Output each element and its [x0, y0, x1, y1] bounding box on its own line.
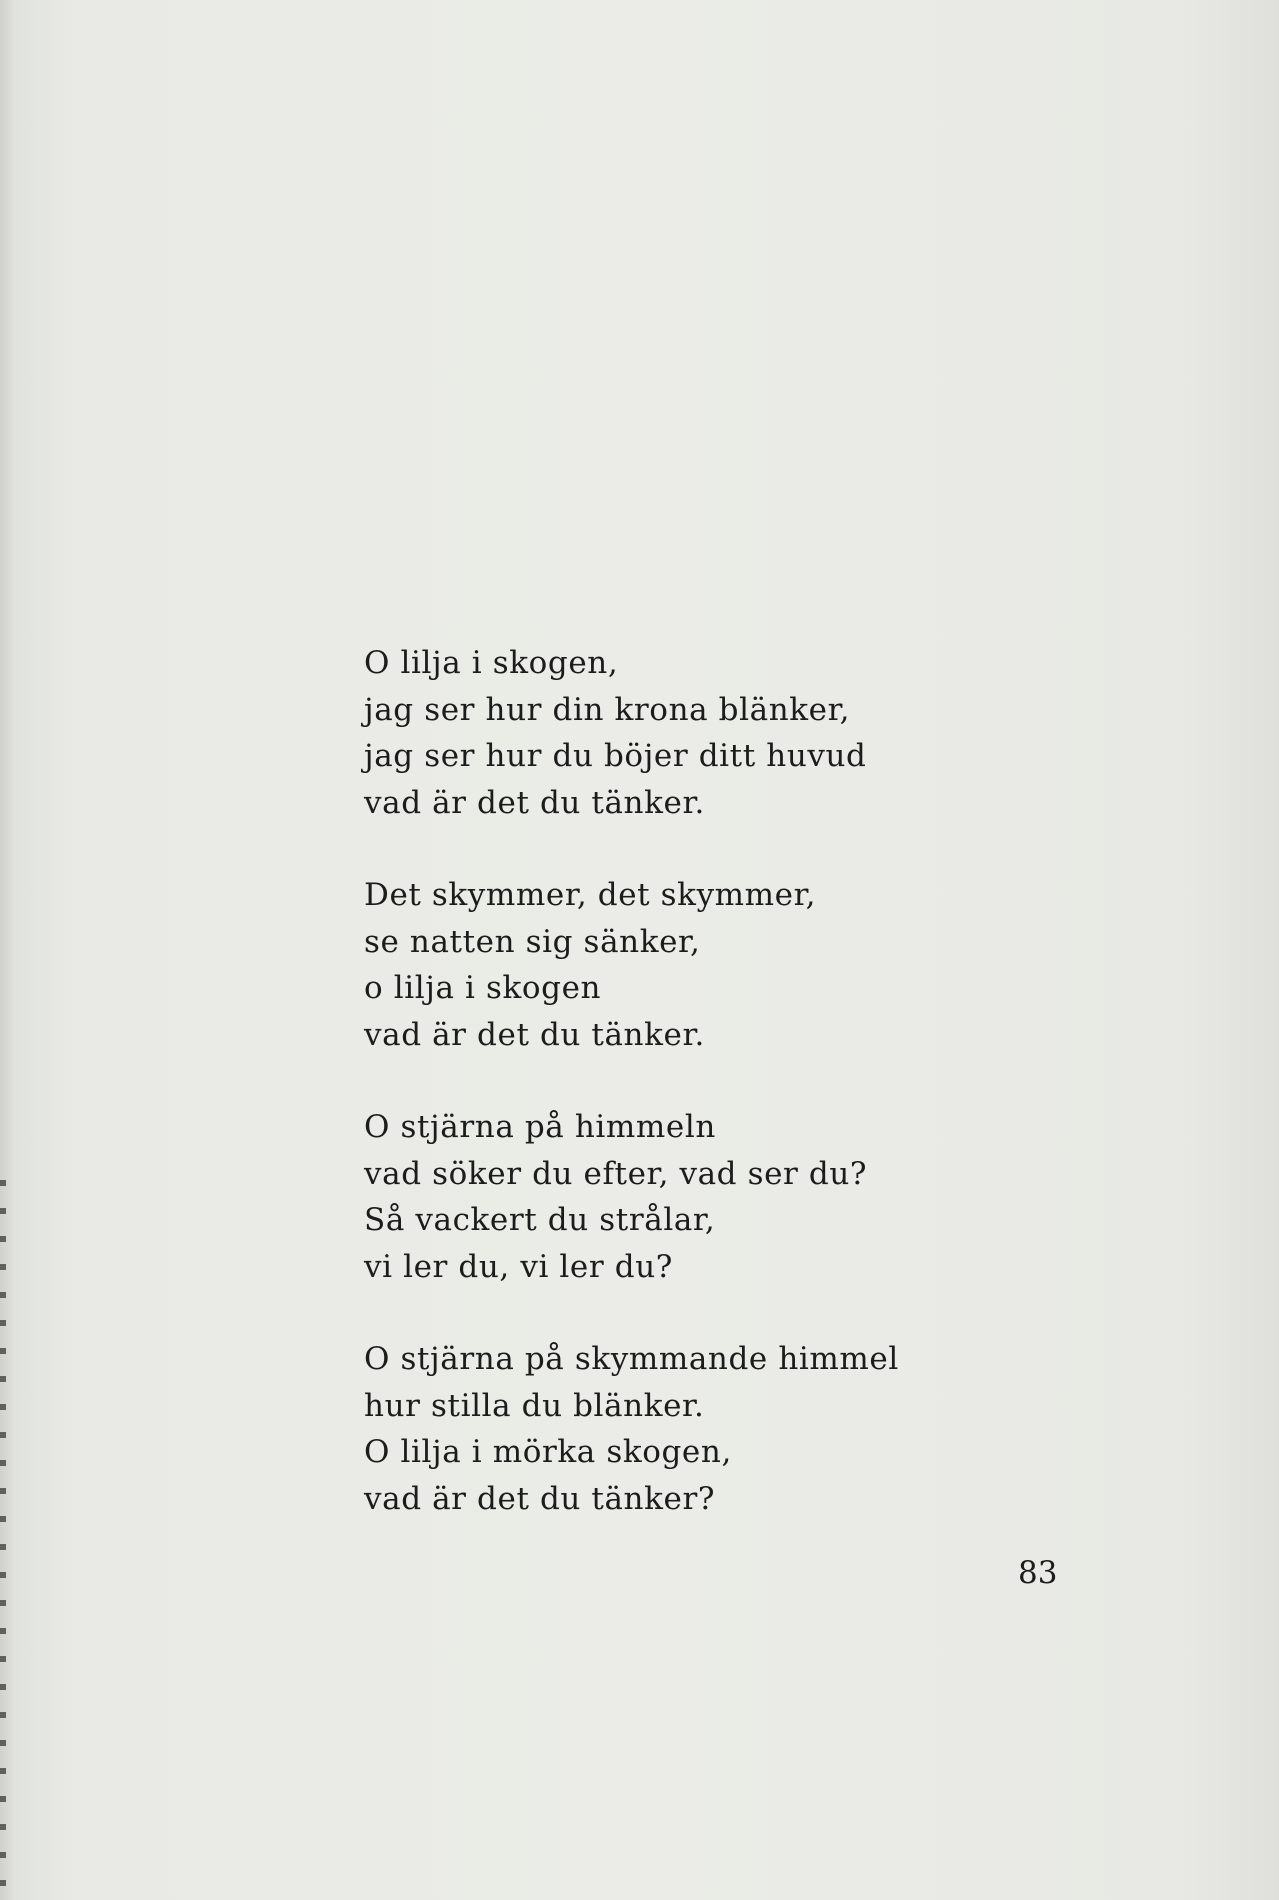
stanza-1 — [364, 640, 884, 826]
poem-line: O stjärna på himmeln — [364, 1109, 716, 1145]
poem-line: vad är det du tänker. — [364, 1016, 705, 1053]
poem-line: O stjärna på skymmande himmel — [364, 1341, 899, 1377]
poem-line: jag ser hur du böjer ditt huvud — [364, 738, 867, 774]
stanza-3 — [364, 1104, 884, 1290]
poem-line: O lilja i mörka skogen, — [364, 1434, 732, 1470]
page-number: 83 — [1018, 1555, 1058, 1591]
poem-line: O lilja i skogen, — [364, 645, 619, 681]
poem-line: se natten sig sänker, — [364, 923, 701, 960]
poem-line: Så vackert du strålar, — [364, 1202, 716, 1238]
poem-line: vad söker du efter, vad ser du? — [364, 1155, 868, 1192]
poem-line: hur stilla du blänker. — [364, 1387, 705, 1424]
poem — [364, 640, 899, 1522]
stanza-4 — [364, 1336, 899, 1522]
poem-line: vi ler du, vi ler du? — [364, 1248, 673, 1285]
poem-line: vad är det du tänker? — [364, 1480, 716, 1517]
stanza-2 — [364, 872, 884, 1058]
poem-line: Det skymmer, det skymmer, — [364, 877, 817, 913]
poem-line: o lilja i skogen — [364, 970, 602, 1006]
binding-marks — [0, 1180, 6, 1900]
poem-line: jag ser hur din krona blänker, — [364, 691, 851, 728]
poem-line: vad är det du tänker. — [364, 784, 705, 821]
